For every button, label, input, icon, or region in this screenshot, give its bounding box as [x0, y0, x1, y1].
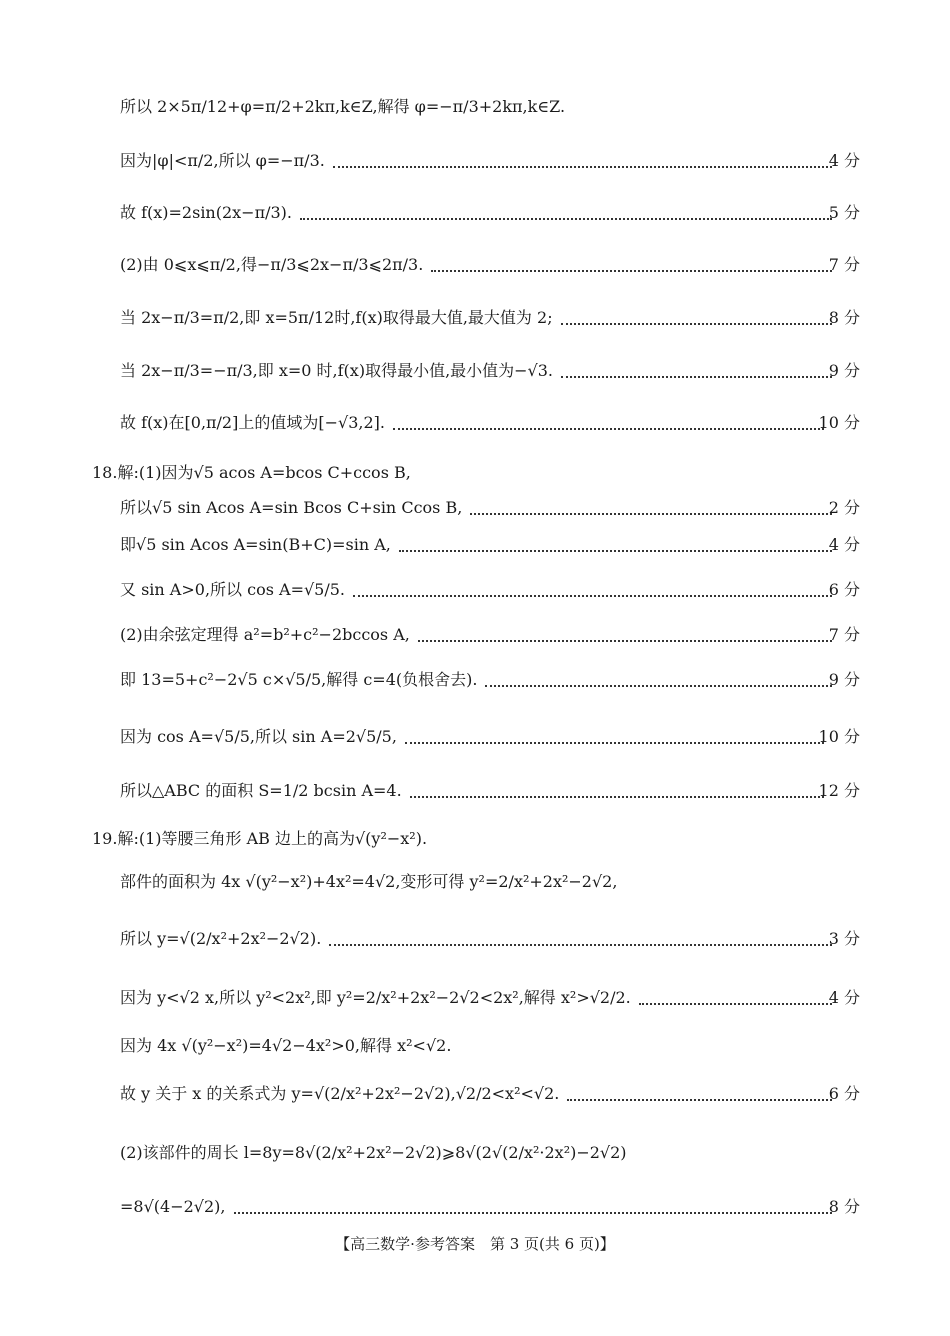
answer-text: (2)由 0⩽x⩽π/2,得−π/3⩽2x−π/3⩽2π/3. — [120, 255, 424, 274]
answer-text: 所以 y=√(2/x²+2x²−2√2). — [120, 929, 322, 948]
answer-text: 当 2x−π/3=−π/3,即 x=0 时,f(x)取得最小值,最小值为−√3. — [120, 361, 554, 380]
score-label: 6 分 — [828, 580, 860, 599]
score-label: 2 分 — [828, 498, 860, 517]
score-label: 5 分 — [828, 203, 860, 222]
score-label: 6 分 — [828, 1084, 860, 1103]
dot-leader — [639, 1003, 832, 1005]
dot-leader — [567, 1099, 832, 1101]
answer-text: 故 f(x)=2sin(2x−π/3). — [120, 203, 293, 222]
score-label: 9 分 — [828, 361, 860, 380]
score-label: 12 分 — [818, 781, 860, 800]
score-label: 3 分 — [828, 929, 860, 948]
answer-text: 所以 2×5π/12+φ=π/2+2kπ,k∈Z,解得 φ=−π/3+2kπ,k∈Z. — [120, 97, 566, 116]
dot-leader — [485, 685, 832, 687]
dot-leader — [329, 944, 832, 946]
answer-line — [0, 146, 950, 176]
score-label: 9 分 — [828, 670, 860, 689]
dot-leader — [399, 550, 832, 552]
answer-line — [0, 408, 950, 438]
answer-line — [0, 1138, 950, 1168]
answer-text: 19.解:(1)等腰三角形 AB 边上的高为√(y²−x²). — [92, 829, 428, 848]
answer-line — [0, 250, 950, 280]
answer-text: 部件的面积为 4x √(y²−x²)+4x²=4√2,变形可得 y²=2/x²+2x²−2√2, — [120, 872, 618, 891]
answer-line — [0, 575, 950, 605]
answer-text: 故 y 关于 x 的关系式为 y=√(2/x²+2x²−2√2),√2/2<x²<√2. — [120, 1084, 560, 1103]
answer-line — [0, 458, 950, 488]
answer-line — [0, 924, 950, 954]
answer-line — [0, 530, 950, 560]
dot-leader — [410, 796, 824, 798]
answer-line — [0, 867, 950, 897]
answer-text: 因为|φ|<π/2,所以 φ=−π/3. — [120, 151, 325, 170]
score-label: 8 分 — [828, 308, 860, 327]
dot-leader — [353, 595, 832, 597]
answer-line — [0, 303, 950, 333]
page-footer: 【高三数学·参考答案 第 3 页(共 6 页)】 — [335, 1235, 615, 1253]
dot-leader — [561, 323, 832, 325]
score-label: 7 分 — [828, 255, 860, 274]
answer-text: 因为 cos A=√5/5,所以 sin A=2√5/5, — [120, 727, 397, 746]
score-label: 10 分 — [818, 413, 860, 432]
answer-text: 因为 y<√2 x,所以 y²<2x²,即 y²=2/x²+2x²−2√2<2x²,解得 x²>√2/2. — [120, 988, 631, 1007]
dot-leader — [405, 742, 824, 744]
dot-leader — [418, 640, 832, 642]
answer-text: (2)由余弦定理得 a²=b²+c²−2bccos A, — [120, 625, 410, 644]
dot-leader — [470, 513, 832, 515]
score-label: 4 分 — [828, 535, 860, 554]
dot-leader — [300, 218, 832, 220]
dot-leader — [234, 1212, 833, 1214]
answer-line — [0, 620, 950, 650]
answer-line — [0, 92, 950, 122]
answer-text: 故 f(x)在[0,π/2]上的值域为[−√3,2]. — [120, 413, 385, 432]
score-label: 8 分 — [828, 1197, 860, 1216]
answer-text: 所以△ABC 的面积 S=1/2 bcsin A=4. — [120, 781, 402, 800]
answer-line — [0, 665, 950, 695]
answer-line — [0, 356, 950, 386]
score-label: 10 分 — [818, 727, 860, 746]
dot-leader — [333, 166, 832, 168]
answer-text: 即 13=5+c²−2√5 c×√5/5,解得 c=4(负根舍去). — [120, 670, 478, 689]
answer-line — [0, 1192, 950, 1222]
score-label: 4 分 — [828, 988, 860, 1007]
dot-leader — [393, 428, 824, 430]
answer-line — [0, 776, 950, 806]
answer-line — [0, 493, 950, 523]
answer-line — [0, 824, 950, 854]
answer-text: 18.解:(1)因为√5 acos A=bcos C+ccos B, — [92, 463, 411, 482]
dot-leader — [561, 376, 832, 378]
answer-text: 即√5 sin Acos A=sin(B+C)=sin A, — [120, 535, 391, 554]
answer-text: 所以√5 sin Acos A=sin Bcos C+sin Ccos B, — [120, 498, 463, 517]
answer-text: 又 sin A>0,所以 cos A=√5/5. — [120, 580, 346, 599]
answer-text: =8√(4−2√2), — [120, 1197, 226, 1216]
answer-line — [0, 198, 950, 228]
answer-line — [0, 1031, 950, 1061]
answer-text: (2)该部件的周长 l=8y=8√(2/x²+2x²−2√2)⩾8√(2√(2/x²·2x²)−2√2) — [120, 1143, 627, 1162]
answer-text: 当 2x−π/3=π/2,即 x=5π/12时,f(x)取得最大值,最大值为 2; — [120, 308, 553, 327]
answer-line — [0, 722, 950, 752]
answer-text: 因为 4x √(y²−x²)=4√2−4x²>0,解得 x²<√2. — [120, 1036, 452, 1055]
score-label: 7 分 — [828, 625, 860, 644]
answer-line — [0, 983, 950, 1013]
score-label: 4 分 — [828, 151, 860, 170]
answer-line — [0, 1079, 950, 1109]
dot-leader — [431, 270, 832, 272]
